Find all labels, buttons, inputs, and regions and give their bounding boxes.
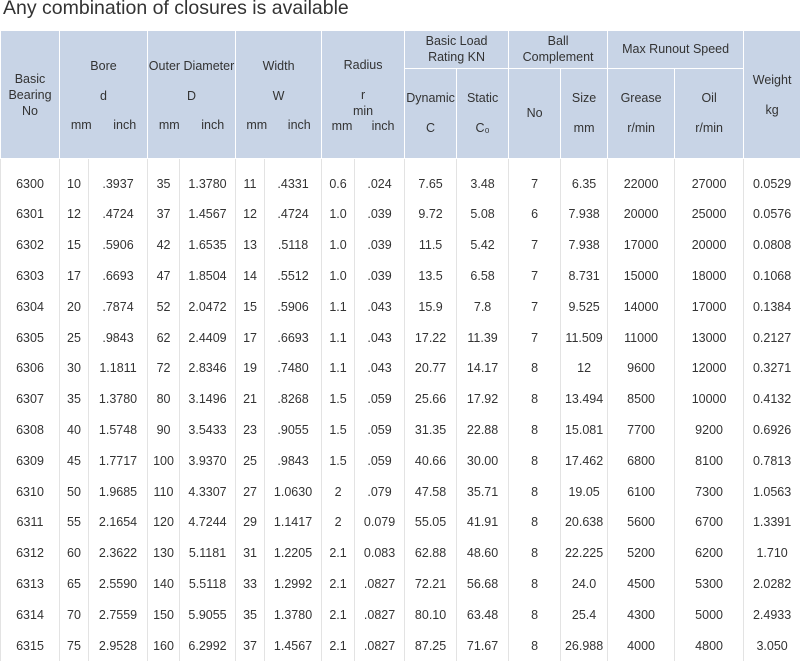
table-cell: 0.6 xyxy=(322,159,355,200)
table-cell: 7 xyxy=(509,159,561,200)
table-cell: 6312 xyxy=(1,538,60,569)
table-cell: 8 xyxy=(509,476,561,507)
table-cell: 3.9370 xyxy=(180,445,236,476)
table-cell: 52 xyxy=(148,291,180,322)
table-row xyxy=(1,476,800,507)
table-cell: 3.5433 xyxy=(180,415,236,446)
table-cell: .5906 xyxy=(89,230,148,261)
table-cell: .5118 xyxy=(265,230,322,261)
table-cell: 11.509 xyxy=(561,322,608,353)
table-cell: 22.225 xyxy=(561,538,608,569)
table-cell: 0.1068 xyxy=(744,261,800,292)
table-cell: 5200 xyxy=(608,538,675,569)
table-cell: 4500 xyxy=(608,569,675,600)
table-cell: 6700 xyxy=(675,507,744,538)
table-cell: 2.3622 xyxy=(89,538,148,569)
table-cell: 1.1 xyxy=(322,322,355,353)
table-cell: 56.68 xyxy=(457,569,509,600)
table-cell: .4724 xyxy=(265,199,322,230)
table-cell: .8268 xyxy=(265,384,322,415)
table-cell: 2.0282 xyxy=(744,569,800,600)
table-cell: 31 xyxy=(236,538,265,569)
table-cell: 6310 xyxy=(1,476,60,507)
table-cell: 6 xyxy=(509,199,561,230)
table-cell: .059 xyxy=(355,415,405,446)
table-cell: 14 xyxy=(236,261,265,292)
table-cell: 19 xyxy=(236,353,265,384)
table-cell: 6314 xyxy=(1,599,60,630)
table-cell: .043 xyxy=(355,353,405,384)
table-cell: 1.2205 xyxy=(265,538,322,569)
table-cell: .039 xyxy=(355,199,405,230)
table-cell: .4724 xyxy=(89,199,148,230)
table-cell: 41.91 xyxy=(457,507,509,538)
table-cell: 1.1417 xyxy=(265,507,322,538)
table-cell: .0827 xyxy=(355,630,405,661)
table-cell: 25000 xyxy=(675,199,744,230)
table-cell: 7.938 xyxy=(561,230,608,261)
table-cell: .4331 xyxy=(265,159,322,200)
table-cell: 2.1 xyxy=(322,599,355,630)
table-row xyxy=(1,384,800,415)
table-cell: 11.5 xyxy=(405,230,457,261)
table-cell: .0827 xyxy=(355,599,405,630)
table-cell: 20.638 xyxy=(561,507,608,538)
table-cell: 1.1811 xyxy=(89,353,148,384)
table-cell: .6693 xyxy=(89,261,148,292)
table-cell: 17.22 xyxy=(405,322,457,353)
table-cell: .5906 xyxy=(265,291,322,322)
table-cell: 20000 xyxy=(608,199,675,230)
table-cell: 6306 xyxy=(1,353,60,384)
table-cell: 15.9 xyxy=(405,291,457,322)
table-cell: 1.8504 xyxy=(180,261,236,292)
table-cell: .7480 xyxy=(265,353,322,384)
table-cell: 8 xyxy=(509,599,561,630)
table-row xyxy=(1,230,800,261)
table-cell: 5300 xyxy=(675,569,744,600)
table-cell: 25.4 xyxy=(561,599,608,630)
table-cell: 23 xyxy=(236,415,265,446)
page-title: Any combination of closures is available xyxy=(3,0,349,20)
header-ball-complement: Ball Complement xyxy=(509,31,608,69)
table-cell: 5.1181 xyxy=(180,538,236,569)
table-cell: 2.1 xyxy=(322,630,355,661)
table-cell: 40 xyxy=(60,415,89,446)
table-cell: 17.462 xyxy=(561,445,608,476)
table-cell: 15000 xyxy=(608,261,675,292)
table-cell: 0.0529 xyxy=(744,159,800,200)
table-cell: 2.7559 xyxy=(89,599,148,630)
table-cell: 0.079 xyxy=(355,507,405,538)
table-cell: 1.5 xyxy=(322,415,355,446)
table-body xyxy=(1,159,800,661)
table-cell: .9843 xyxy=(265,445,322,476)
header-radius: Radius r min mm inch xyxy=(322,31,405,159)
table-cell: 75 xyxy=(60,630,89,661)
table-cell: 6800 xyxy=(608,445,675,476)
table-cell: 6308 xyxy=(1,415,60,446)
table-cell: 62.88 xyxy=(405,538,457,569)
table-cell: 11.39 xyxy=(457,322,509,353)
table-cell: 22.88 xyxy=(457,415,509,446)
table-cell: 15 xyxy=(60,230,89,261)
table-cell: 4800 xyxy=(675,630,744,661)
table-cell: .6693 xyxy=(265,322,322,353)
table-cell: 12 xyxy=(561,353,608,384)
header-grease: Grease r/min xyxy=(608,68,675,158)
table-cell: 0.0576 xyxy=(744,199,800,230)
table-cell: 2.1654 xyxy=(89,507,148,538)
table-cell: 20000 xyxy=(675,230,744,261)
table-row xyxy=(1,159,800,200)
table-cell: 6200 xyxy=(675,538,744,569)
table-cell: 1.9685 xyxy=(89,476,148,507)
table-cell: 25 xyxy=(60,322,89,353)
table-cell: 6307 xyxy=(1,384,60,415)
table-cell: 17 xyxy=(236,322,265,353)
table-cell: 0.3271 xyxy=(744,353,800,384)
table-cell: 160 xyxy=(148,630,180,661)
table-cell: 20.77 xyxy=(405,353,457,384)
table-cell: 8 xyxy=(509,353,561,384)
table-cell: 17000 xyxy=(608,230,675,261)
table-cell: 6303 xyxy=(1,261,60,292)
table-cell: 7 xyxy=(509,230,561,261)
table-cell: 5000 xyxy=(675,599,744,630)
table-cell: 37 xyxy=(236,630,265,661)
table-cell: .043 xyxy=(355,291,405,322)
table-cell: 70 xyxy=(60,599,89,630)
table-cell: 42 xyxy=(148,230,180,261)
table-cell: 1.0 xyxy=(322,261,355,292)
table-cell: 30.00 xyxy=(457,445,509,476)
table-cell: 8 xyxy=(509,445,561,476)
table-cell: 55.05 xyxy=(405,507,457,538)
table-cell: 15 xyxy=(236,291,265,322)
table-cell: .043 xyxy=(355,322,405,353)
table-cell: 2.4933 xyxy=(744,599,800,630)
table-cell: .7874 xyxy=(89,291,148,322)
table-cell: 12 xyxy=(236,199,265,230)
table-cell: 2 xyxy=(322,507,355,538)
table-cell: 1.710 xyxy=(744,538,800,569)
table-cell: 45 xyxy=(60,445,89,476)
header-outer-diameter: Outer Diameter D mm inch xyxy=(148,31,236,159)
table-cell: 26.988 xyxy=(561,630,608,661)
table-cell: 8.731 xyxy=(561,261,608,292)
table-cell: 1.6535 xyxy=(180,230,236,261)
table-cell: 9600 xyxy=(608,353,675,384)
table-cell: 110 xyxy=(148,476,180,507)
table-cell: 90 xyxy=(148,415,180,446)
table-row xyxy=(1,353,800,384)
table-cell: 12 xyxy=(60,199,89,230)
table-cell: 9.525 xyxy=(561,291,608,322)
table-cell: 6313 xyxy=(1,569,60,600)
table-cell: 62 xyxy=(148,322,180,353)
table-cell: 2 xyxy=(322,476,355,507)
table-cell: 4.3307 xyxy=(180,476,236,507)
table-cell: .3937 xyxy=(89,159,148,200)
table-cell: .9843 xyxy=(89,322,148,353)
table-cell: 29 xyxy=(236,507,265,538)
table-cell: 1.0563 xyxy=(744,476,800,507)
table-cell: 13 xyxy=(236,230,265,261)
table-cell: 47.58 xyxy=(405,476,457,507)
table-cell: 11000 xyxy=(608,322,675,353)
table-cell: 1.1 xyxy=(322,353,355,384)
table-cell: 19.05 xyxy=(561,476,608,507)
table-cell: 8100 xyxy=(675,445,744,476)
table-cell: 1.2992 xyxy=(265,569,322,600)
table-cell: 25 xyxy=(236,445,265,476)
table-cell: 6100 xyxy=(608,476,675,507)
table-cell: 9.72 xyxy=(405,199,457,230)
table-row xyxy=(1,291,800,322)
table-cell: 2.4409 xyxy=(180,322,236,353)
table-cell: 60 xyxy=(60,538,89,569)
table-cell: 6309 xyxy=(1,445,60,476)
table-cell: 3.48 xyxy=(457,159,509,200)
table-cell: 3.050 xyxy=(744,630,800,661)
table-cell: 8 xyxy=(509,538,561,569)
table-cell: 25.66 xyxy=(405,384,457,415)
table-row xyxy=(1,322,800,353)
table-cell: 80 xyxy=(148,384,180,415)
table-cell: 6311 xyxy=(1,507,60,538)
table-cell: 5.9055 xyxy=(180,599,236,630)
table-cell: 2.8346 xyxy=(180,353,236,384)
table-cell: 5600 xyxy=(608,507,675,538)
table-cell: 17.92 xyxy=(457,384,509,415)
table-row xyxy=(1,199,800,230)
table-cell: 48.60 xyxy=(457,538,509,569)
table-cell: 6305 xyxy=(1,322,60,353)
header-ball-no: No xyxy=(509,68,561,158)
table-row xyxy=(1,630,800,661)
table-cell: 7 xyxy=(509,261,561,292)
table-row xyxy=(1,261,800,292)
table-cell: .059 xyxy=(355,445,405,476)
table-cell: 8 xyxy=(509,569,561,600)
table-cell: 47 xyxy=(148,261,180,292)
table-cell: 15.081 xyxy=(561,415,608,446)
table-cell: 22000 xyxy=(608,159,675,200)
table-cell: 1.0630 xyxy=(265,476,322,507)
table-cell: 2.9528 xyxy=(89,630,148,661)
table-cell: 7.8 xyxy=(457,291,509,322)
table-cell: 1.7717 xyxy=(89,445,148,476)
table-cell: 150 xyxy=(148,599,180,630)
header-basic-bearing-no: Basic Bearing No xyxy=(1,31,60,159)
table-cell: 21 xyxy=(236,384,265,415)
table-cell: 9200 xyxy=(675,415,744,446)
header-width: Width W mm inch xyxy=(236,31,322,159)
table-cell: 18000 xyxy=(675,261,744,292)
table-cell: 7.938 xyxy=(561,199,608,230)
table-header xyxy=(1,31,800,159)
table-row xyxy=(1,507,800,538)
table-cell: 6302 xyxy=(1,230,60,261)
table-cell: 0.083 xyxy=(355,538,405,569)
header-basic-load-rating: Basic Load Rating KN xyxy=(405,31,509,69)
header-max-runout-speed: Max Runout Speed xyxy=(608,31,744,69)
table-cell: 2.1 xyxy=(322,538,355,569)
table-cell: 12000 xyxy=(675,353,744,384)
table-cell: 11 xyxy=(236,159,265,200)
table-cell: 13.494 xyxy=(561,384,608,415)
table-cell: 1.5748 xyxy=(89,415,148,446)
table-cell: 55 xyxy=(60,507,89,538)
table-cell: 4.7244 xyxy=(180,507,236,538)
table-cell: 5.42 xyxy=(457,230,509,261)
table-cell: 100 xyxy=(148,445,180,476)
table-cell: 6.58 xyxy=(457,261,509,292)
header-bore: Bore d mm inch xyxy=(60,31,148,159)
table-cell: 10 xyxy=(60,159,89,200)
table-cell: 35.71 xyxy=(457,476,509,507)
table-row xyxy=(1,445,800,476)
table-cell: 10000 xyxy=(675,384,744,415)
table-cell: 6315 xyxy=(1,630,60,661)
table-cell: 0.4132 xyxy=(744,384,800,415)
table-cell: 35 xyxy=(236,599,265,630)
table-cell: .9055 xyxy=(265,415,322,446)
table-cell: 30 xyxy=(60,353,89,384)
table-cell: 0.1384 xyxy=(744,291,800,322)
table-cell: 71.67 xyxy=(457,630,509,661)
table-cell: 2.0472 xyxy=(180,291,236,322)
table-row xyxy=(1,569,800,600)
table-cell: 31.35 xyxy=(405,415,457,446)
table-cell: 8 xyxy=(509,507,561,538)
table-cell: .059 xyxy=(355,384,405,415)
table-cell: .079 xyxy=(355,476,405,507)
table-cell: 63.48 xyxy=(457,599,509,630)
table-cell: 13.5 xyxy=(405,261,457,292)
table-cell: 1.3780 xyxy=(265,599,322,630)
table-cell: 35 xyxy=(60,384,89,415)
table-cell: 0.6926 xyxy=(744,415,800,446)
table-cell: 4300 xyxy=(608,599,675,630)
header-oil: Oil r/min xyxy=(675,68,744,158)
table-cell: 17000 xyxy=(675,291,744,322)
table-cell: 7.65 xyxy=(405,159,457,200)
table-cell: 8500 xyxy=(608,384,675,415)
table-cell: 1.1 xyxy=(322,291,355,322)
table-cell: 1.4567 xyxy=(180,199,236,230)
table-cell: 7300 xyxy=(675,476,744,507)
table-cell: 35 xyxy=(148,159,180,200)
table-cell: 6.2992 xyxy=(180,630,236,661)
table-cell: .5512 xyxy=(265,261,322,292)
bearing-spec-table xyxy=(0,30,800,661)
table-cell: .024 xyxy=(355,159,405,200)
table-cell: .0827 xyxy=(355,569,405,600)
table-cell: 8 xyxy=(509,415,561,446)
table-cell: 0.2127 xyxy=(744,322,800,353)
table-cell: 14000 xyxy=(608,291,675,322)
table-cell: 6300 xyxy=(1,159,60,200)
table-cell: 8 xyxy=(509,630,561,661)
table-cell: 72 xyxy=(148,353,180,384)
table-cell: 7 xyxy=(509,322,561,353)
table-cell: 72.21 xyxy=(405,569,457,600)
table-cell: 130 xyxy=(148,538,180,569)
table-cell: 1.3780 xyxy=(89,384,148,415)
table-cell: 1.3780 xyxy=(180,159,236,200)
table-cell: 17 xyxy=(60,261,89,292)
table-cell: 8 xyxy=(509,384,561,415)
table-cell: 27 xyxy=(236,476,265,507)
table-cell: 2.1 xyxy=(322,569,355,600)
table-cell: 140 xyxy=(148,569,180,600)
table-cell: 6.35 xyxy=(561,159,608,200)
table-cell: 7 xyxy=(509,291,561,322)
table-cell: 80.10 xyxy=(405,599,457,630)
header-ball-size: Size mm xyxy=(561,68,608,158)
table-cell: 20 xyxy=(60,291,89,322)
table-cell: 87.25 xyxy=(405,630,457,661)
table-cell: 7700 xyxy=(608,415,675,446)
table-cell: 1.3391 xyxy=(744,507,800,538)
table-cell: 27000 xyxy=(675,159,744,200)
table-cell: 6304 xyxy=(1,291,60,322)
header-static: Static C₀ xyxy=(457,68,509,158)
table-cell: 5.5118 xyxy=(180,569,236,600)
table-cell: 1.0 xyxy=(322,199,355,230)
table-cell: 3.1496 xyxy=(180,384,236,415)
table-cell: 1.5 xyxy=(322,445,355,476)
table-row xyxy=(1,415,800,446)
table-cell: 37 xyxy=(148,199,180,230)
table-cell: 6301 xyxy=(1,199,60,230)
table-cell: 4000 xyxy=(608,630,675,661)
table-cell: 0.7813 xyxy=(744,445,800,476)
table-row xyxy=(1,599,800,630)
table-cell: 65 xyxy=(60,569,89,600)
table-row xyxy=(1,538,800,569)
table-cell: 0.0808 xyxy=(744,230,800,261)
table-cell: 50 xyxy=(60,476,89,507)
table-cell: 2.5590 xyxy=(89,569,148,600)
table-cell: 1.5 xyxy=(322,384,355,415)
table-cell: .039 xyxy=(355,230,405,261)
table-cell: 120 xyxy=(148,507,180,538)
table-cell: 40.66 xyxy=(405,445,457,476)
table-cell: .039 xyxy=(355,261,405,292)
table-cell: 5.08 xyxy=(457,199,509,230)
table-cell: 13000 xyxy=(675,322,744,353)
table-cell: 24.0 xyxy=(561,569,608,600)
table-cell: 1.4567 xyxy=(265,630,322,661)
table-cell: 14.17 xyxy=(457,353,509,384)
header-weight: Weight kg xyxy=(744,31,800,159)
header-dynamic: Dynamic C xyxy=(405,68,457,158)
table-cell: 33 xyxy=(236,569,265,600)
table-cell: 1.0 xyxy=(322,230,355,261)
